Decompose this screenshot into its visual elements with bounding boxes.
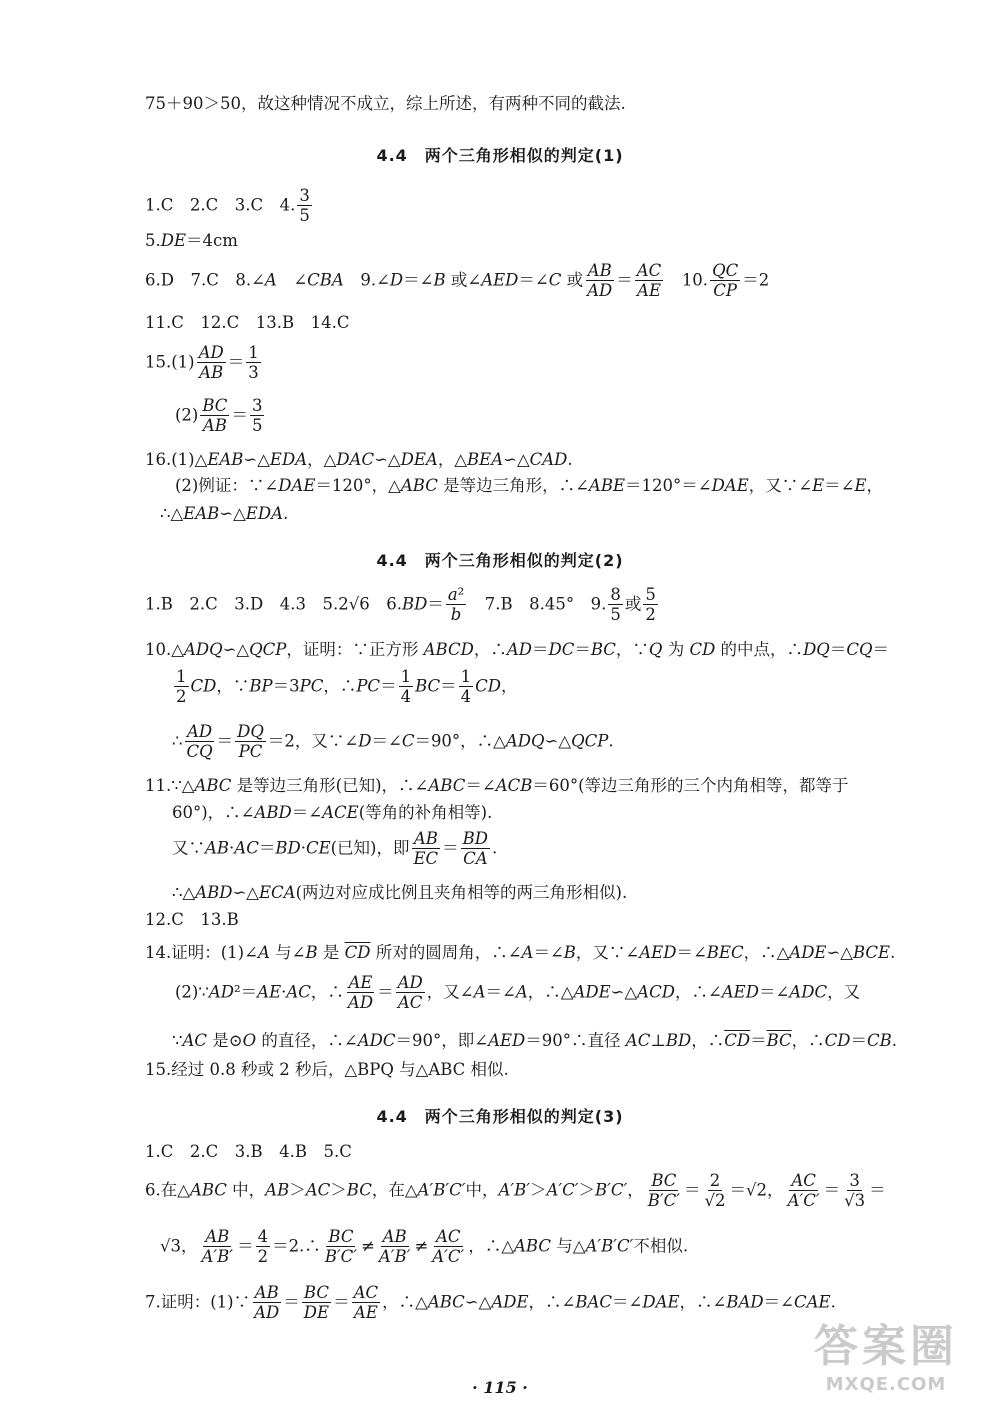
answer-line-14-3: ∵AC 是⊙O 的直径，∴∠ADC＝90°，即∠AED＝90°∴直径 AC⊥BD，$\therefore\overline{CD}=\overline{BC}$，∴CD＝CB. <box>172 1031 898 1050</box>
answer-line-1-9: 1.B 2.C 3.D 4.3 5.2√6 6.BD＝ $\frac{\text{a²}}{b}$ 7.B 8.45° 9. $\frac{8}{5}$ 或 $\frac{5}{2}$ <box>145 585 656 625</box>
answer-line-16-2: (2)例证：∵∠DAE＝120°，△ABC 是等边三角形，∴∠ABE＝120°＝∠DAE，又∵∠E＝∠E， <box>175 476 884 495</box>
answer-line-14-2: (2)∵AD²＝AE·AC，∴ $\frac{AE}{AD}$ ＝ $\frac{AD}{AC}$ ，又∠A＝∠A，∴△ADE∽△ACD，∴∠AED＝∠ADC，又 <box>175 973 861 1013</box>
answer-line-11-4: ∴△ABD∽△ECA(两边对应成比例且夹角相等的两三角形相似). <box>172 883 628 902</box>
watermark-title: 答案圈 <box>814 1321 958 1372</box>
section-heading: 4.4 两个三角形相似的判定(2) <box>376 551 624 570</box>
section-heading: 4.4 两个三角形相似的判定(3) <box>376 1107 624 1126</box>
answer-line-15-2: (2) $\frac{BC}{AB}$ ＝ $\frac{3}{5}$ <box>175 396 263 436</box>
answer-line-15-1: 15.(1) $\frac{AD}{AB}$ ＝ $\frac{1}{3}$ <box>145 343 259 383</box>
text-line: 75＋90＞50，故这种情况不成立，综上所述，有两种不同的截法. <box>145 94 626 113</box>
answer-line-12-13: 12.C 13.B <box>145 910 239 929</box>
answer-line-5: 5.DE＝4cm <box>145 231 238 250</box>
answer-line-15: 15.经过 0.8 秒或 2 秒后，△BPQ 与△ABC 相似. <box>145 1060 509 1079</box>
answer-line-6-1: 6.在△ABC 中，AB＞AC＞BC，在△A′B′C′中，A′B′＞A′C′＞B′C′， $\frac{BC}{B'C'}$ ＝ $\frac{2}{√2}$ ＝√2， $\frac{AC}{A'C'}$ ＝ $\frac{3}{√3}$ ＝ <box>145 1171 886 1211</box>
answer-line-11-2: 60°)，∴∠ABD＝∠ACE(等角的补角相等). <box>172 803 493 822</box>
answer-line-11-1: 11.∵△ABC 是等边三角形(已知)，∴∠ABC＝∠ACB＝60°(等边三角形的三个内角相等，都等于 <box>145 776 849 795</box>
answer-line-10-2: $\frac{1}{2}$ CD，∵BP＝3PC，∴PC＝ $\frac{1}{4}$ BC＝ $\frac{1}{4}$ CD， <box>176 667 518 707</box>
answer-line-11-3: 又∵AB·AC＝BD·CE(已知)，即 $\frac{AB}{EC}$ ＝ $\frac{BD}{CA}$ . <box>172 829 498 869</box>
answer-line-11-14: 11.C 12.C 13.B 14.C <box>145 313 350 332</box>
answer-line-7: 7.证明：(1)∵ $\frac{AB}{AD}$ ＝ $\frac{BC}{DE}$ ＝ $\frac{AC}{AE}$ ，∴△ABC∽△ADE，∴∠BAC＝∠DAE，∴∠BAD＝∠CAE. <box>145 1283 836 1323</box>
answer-line-16-1: 16.(1)△EAB∽△EDA，△DAC∽△DEA，△BEA∽△CAD. <box>145 450 573 469</box>
answer-line-14-1: 14.证明：(1)∠A 与∠B 是 $\overline{CD}$ 所对的圆周角，∴∠A＝∠B，又∵∠AED＝∠BEC，∴△ADE∽△BCE. <box>145 943 896 962</box>
answer-line-10-3: ∴ $\frac{AD}{CQ}$ ＝ $\frac{DQ}{PC}$ ＝2，又∵∠D＝∠C＝90°，∴△ADQ∽△QCP. <box>172 722 614 762</box>
answer-line-6-2: √3， $\frac{AB}{A'B'}$ ＝ $\frac{4}{2}$ ＝2.∴ $\frac{BC}{B'C'}$ ≠ $\frac{AB}{A'B'}$ ≠ $\frac{AC}{A'C'}$ ，∴△ABC 与△A′B′C′不相似. <box>160 1227 689 1267</box>
answer-line-10-1: 10.△ADQ∽△QCP，证明：∵正方形 ABCD，∴AD＝DC＝BC，∵Q 为 CD 的中点，∴DQ＝CQ＝ <box>145 640 889 659</box>
watermark-logo <box>786 1310 986 1410</box>
answer-line-1-4: 1.C 2.C 3.C 4. $\frac{3}{5}$ <box>145 186 310 226</box>
watermark-url: MXQE.COM <box>825 1374 947 1395</box>
answer-line-16-3: ∴△EAB∽△EDA. <box>160 504 289 523</box>
section-heading: 4.4 两个三角形相似的判定(1) <box>376 146 624 165</box>
answer-line-6-10: 6.D 7.C 8.∠A ∠CBA 9.∠D＝∠B 或∠AED＝∠C 或 $\frac{AB}{AD}$ ＝ $\frac{AC}{AE}$ 10. $\frac{QC}{CP}$ ＝2 <box>145 261 770 301</box>
page-number: · 115 · <box>472 1378 528 1397</box>
answer-line-1-5: 1.C 2.C 3.B 4.B 5.C <box>145 1142 352 1161</box>
